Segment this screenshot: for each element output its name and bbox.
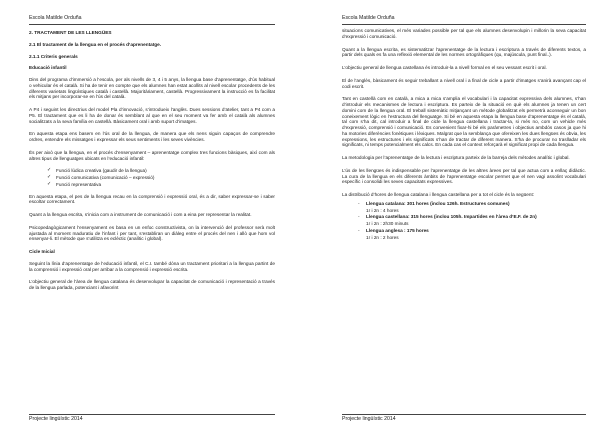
paragraph: Dins del programa d’immersió a l’escola, per als nivells de 3, 4 i 5 anys, la llengua base d’aprenentatge, d’ús habitual o vehicular és el català. Si ha de tenir en compte que els alumnes han estat acollits al nivell escolar procedents de les diferents varietats lingüístiques català i castellà. Majoritàriament, castellà. Progressivament la instrucció es fa facilitat els mitjans per incorporar-se en l’ús del català. (29, 77, 275, 100)
paragraph: A P4 i seguint les directrius del model Pla d’innovació, s’introdueix l’anglès. Dues sessions d’atelier, tant a P4 com a P5. El tractament que es li ha de donar és semblant al que en el seu moment va fer amb el català als alumnes socialitzats a la seva família en castellà. Bàsicament oral i amb suport d’imatges. (29, 107, 275, 124)
subsection-heading-2-1: 2.1 El tractament de la llengua en el procés d’aprenentatge. (29, 41, 162, 47)
right-page-footer: Projecte lingüístic 2014 (342, 416, 396, 422)
paragraph: Psicopedagògicament l’ensenyament es basa en un enfoc constructivista, on la intervenció del professor serà molt ajustada al moment maduratiu de l’infant i per tant, s’establiran un diàleg entre el procés del nen i allò que hom vol ensenyar-li. El mètode que s’utilitza es eclèctic (analític i global). (29, 224, 275, 242)
list-item: - Llengua anglesa : 175 hores (358, 227, 429, 233)
hours-detail: 1r i 2n : 2h30 minuts (366, 221, 409, 226)
paragraph: Tant en castellà com en català, a mica a mica s’amplia el vocabulari i la capacitat expressiva dels alumnes, s’han d’introduir els mecanismes de lectura i escriptura. Es parteix de la situació en què els alumnes ja tenen un cert domini com de la llengua oral. El treball sistemàtic mitjançant un mètode globalitzat els permetrà aconseguir un bon coneixement lògic en l’estructura del llenguatge. Si bé en aquesta etapa la llengua base d’aprenentatge és el català, tal com s’ha dit, cal introduir a final de cicle la llengua castellana i tractar-la, si més no, com un vehicle més d’expressió, comprensió i comunicació. Es convenient fixar-hi bé els paràmetres i objectius ambdós casos ja que hi ha motories diferències fonètiques i lèxiques. Malgrat que la semblança que ofereixen les dues llengües és obvia, les expressions, les estructures i els significats s’han de tractar de diferent manera. S’ha de procurar no traslladar els significats, ni temps potencialment els calcs. En cada cas el context reforçarà el significat propi de cada llengua. (342, 96, 586, 148)
left-page-header: Escola Matilde Orduña (29, 15, 82, 21)
left-header-rule (29, 24, 275, 25)
heading-cicle-inicial: Cicle Inicial (29, 249, 55, 254)
paragraph: L’objectiu general de l’àrea de llengua catalana és desenvolupar la capacitat de comunicació i representació a través de la llengua parlada, potenciant i afavorint (29, 279, 275, 290)
dash-bullet-icon: - (358, 200, 360, 206)
hours-list (358, 228, 586, 234)
heading-educacio-infantil: Educació infantil (29, 65, 67, 71)
functions-list (47, 168, 275, 187)
hours-detail: 1r i 2n : 2 hores (366, 234, 399, 240)
paragraph: L’objectiu general de llengua castellana és introduir-la a nivell formal en el seu vessant escrit i oral. (342, 65, 547, 70)
right-page (300, 0, 600, 424)
list-item: ✓ Funció representativa (47, 181, 102, 187)
hours-detail: 1r i 2n : 4 hores (366, 207, 399, 213)
paragraph: És per això que la llengua, en el procés d’ensenyament – aprenentatge complex tres funcions bàsiques, així com als altres tipus de llenguatges ubicats en l’educació infantil: (29, 149, 275, 161)
left-page-body (29, 30, 275, 298)
paragraph: La metodologia per l’aprenentatge de la lectura i escriptura parteix de la barreja dels mètodes analític i global. (342, 155, 570, 160)
dash-bullet-icon: - (358, 214, 360, 220)
left-page-footer: Projecte lingüístic 2014 (29, 416, 83, 422)
paragraph: Seguint la línia d’aprenentatge de l’educació infantil, el C.I. també dóna un tractament prioritari a la llengua partint de la comprensió i expressió oral per arribar a la comprensió i expressió escrita. (29, 260, 275, 272)
paragraph: L’ús de les llengües és indispensable per l’aprenentatge de les altres àrees per tal que actua com a enllaç didàctic. La cura de la llengua en els diferents àmbits de l’aprenentatge escolar permet que el nen vagi assolint vocabulari específic i consolidi les seves capacitats expressives. (342, 167, 586, 185)
paragraph: Quant a la llengua escrita, s’inicia com a instrument de comunicació i com a eina per representar la realitat. (29, 212, 252, 217)
right-page-header: Escola Matilde Orduña (342, 15, 395, 21)
check-icon: ✓ (47, 175, 52, 180)
right-header-rule (342, 24, 586, 25)
list-item: ✓ Funció comunicativa (comunicació – expressió) (47, 175, 155, 180)
paragraph: El de l’anglès, bàsicament és seguir treballant a nivell oral i a final de cicle a partir d’imatges s’anirà avançant cap el codi escrit. (342, 77, 586, 89)
paragraph: situacions comunicatives, el més variades possible per tal que els alumnes desenvolupin i millorin la seva capacitat d’expressió i comunicació. (342, 28, 586, 39)
check-icon: ✓ (47, 168, 52, 174)
paragraph: Quant a la llengua escrita, es sistematitzar l’aprenentatge de la lectura i escriptura a través de diferents textos, a partir dels quals es fa una reflexió elemental de les normes ortogràfiques (qu, majúscula, punt final..). (342, 46, 586, 58)
check-icon: ✓ (47, 181, 52, 187)
list-item: - Llengua castellana: 315 hores (inclou 105h. Impartides en l’àrea d’E.F. de 2n) (358, 214, 537, 220)
dash-bullet-icon: - (358, 227, 360, 233)
hours-list (358, 201, 586, 207)
right-footer-rule (342, 414, 586, 415)
paragraph: En aquesta etapa ens basem en l’ús oral de la llengua, de manera que els nens siguin capaços de comprendre ordres, entendre els missatges i expressar els seus sentiments i les seves vivències. (29, 131, 275, 142)
hours-list (358, 214, 586, 220)
right-page-body (342, 28, 586, 241)
section-heading: 2. TRACTAMENT DE LES LLENGÜES (29, 30, 112, 35)
paragraph: En aquesta etapa, el pes de la llengua recau en la comprensió i expressió oral, és a dir, saber expressar-se i saber escoltar correctament. (29, 193, 275, 205)
list-item: - Llengua catalana: 301 hores (inclou 126h. Estructures comunes) (358, 200, 510, 206)
subsection-heading-2-1-1: 2.1.1 Criteris generals (29, 53, 78, 59)
paragraph: La distribució d’hores de llengua catalana i llengua castellana per a tot el cicle és la següent: (342, 192, 535, 197)
left-footer-rule (29, 414, 275, 415)
list-item: ✓ Funció lúdica creativa (gaudir de la llengua) (47, 168, 147, 174)
